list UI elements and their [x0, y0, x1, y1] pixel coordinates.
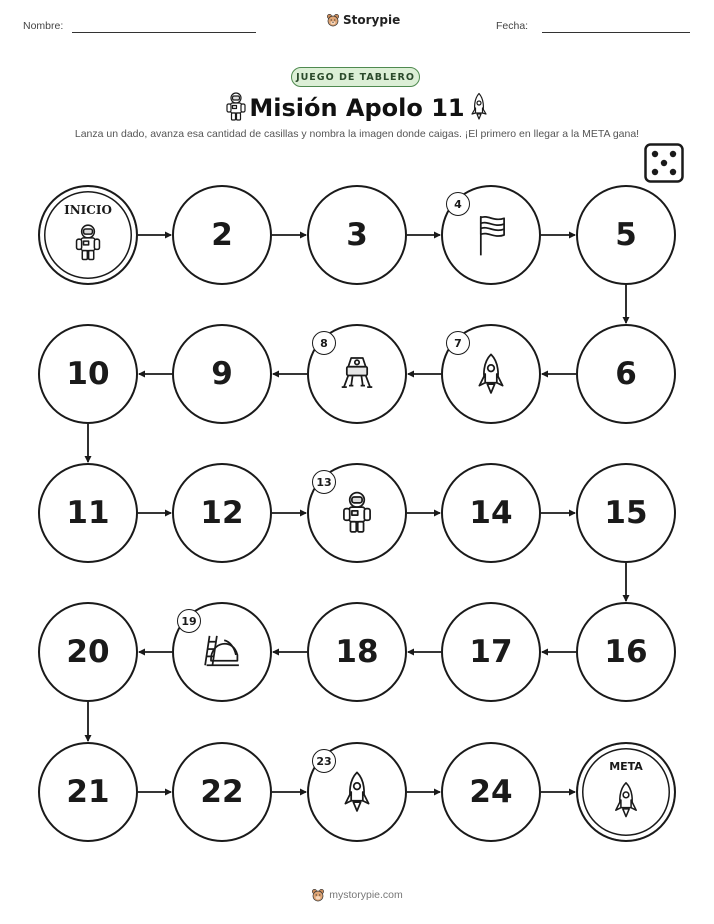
- board-cell-12: [172, 463, 272, 563]
- board-cell-7: [441, 324, 541, 424]
- cell-number: 17: [469, 634, 513, 670]
- board-cell-9: [172, 324, 272, 424]
- footer: [0, 888, 714, 902]
- lunar-lander-icon: [341, 352, 373, 396]
- cell-number: 3: [346, 217, 368, 253]
- brand-name: Storypie: [343, 13, 401, 27]
- board-cell-18: [307, 602, 407, 702]
- cell-number: 21: [66, 774, 110, 810]
- instructions: Lanza un dado, avanza esa cantidad de casillas y nombra la imagen donde caigas. ¡El primero en llegar a la META gana!: [74, 128, 640, 140]
- cell-number-badge: 8: [312, 331, 336, 355]
- cell-number: 12: [200, 495, 244, 531]
- cell-number: 10: [66, 356, 110, 392]
- goal-cell: [576, 742, 676, 842]
- start-label: INICIO: [64, 203, 112, 217]
- astronaut-icon: [341, 491, 373, 535]
- board-cell-11: [38, 463, 138, 563]
- cell-number: 22: [200, 774, 244, 810]
- start-cell: [38, 185, 138, 285]
- cell-number-badge: 19: [177, 609, 201, 633]
- page-title: Misión Apolo 11: [249, 94, 465, 122]
- board-cell-2: [172, 185, 272, 285]
- astronaut-icon: [74, 223, 102, 263]
- cell-number: 18: [335, 634, 379, 670]
- cell-number: 16: [604, 634, 648, 670]
- goal-label: META: [609, 760, 643, 773]
- bear-icon: [311, 888, 325, 902]
- board-cell-24: [441, 742, 541, 842]
- board-cell-17: [441, 602, 541, 702]
- board-cell-23: [307, 742, 407, 842]
- cell-number-badge: 4: [446, 192, 470, 216]
- flag-icon: [475, 213, 507, 257]
- cell-number-badge: 23: [312, 749, 336, 773]
- board-cell-21: [38, 742, 138, 842]
- board-cell-8: [307, 324, 407, 424]
- rocket-icon: [341, 770, 373, 814]
- board-cell-13: [307, 463, 407, 563]
- cell-number: 6: [615, 356, 637, 392]
- board-cell-19: [172, 602, 272, 702]
- board-cell-16: [576, 602, 676, 702]
- footer-url[interactable]: mystorypie.com: [329, 889, 403, 901]
- board-cell-4: [441, 185, 541, 285]
- board-cell-14: [441, 463, 541, 563]
- cell-number: 24: [469, 774, 513, 810]
- game-type-badge: JUEGO DE TABLERO: [291, 67, 420, 87]
- cell-number: 5: [615, 217, 637, 253]
- cell-number: 11: [66, 495, 110, 531]
- cell-number: 2: [211, 217, 233, 253]
- board-cell-10: [38, 324, 138, 424]
- rocket-icon: [612, 780, 640, 820]
- name-label: Nombre:: [23, 20, 64, 32]
- board-cell-20: [38, 602, 138, 702]
- cell-number: 9: [211, 356, 233, 392]
- date-label: Fecha:: [496, 20, 529, 32]
- cell-number: 15: [604, 495, 648, 531]
- cell-number: 14: [469, 495, 513, 531]
- board-cell-5: [576, 185, 676, 285]
- helmet-ladder-icon: [197, 630, 247, 674]
- cell-number-badge: 13: [312, 470, 336, 494]
- rocket-icon: [475, 352, 507, 396]
- board-cell-3: [307, 185, 407, 285]
- cell-number-badge: 7: [446, 331, 470, 355]
- board-cell-6: [576, 324, 676, 424]
- board-cell-15: [576, 463, 676, 563]
- cell-number: 20: [66, 634, 110, 670]
- board-cell-22: [172, 742, 272, 842]
